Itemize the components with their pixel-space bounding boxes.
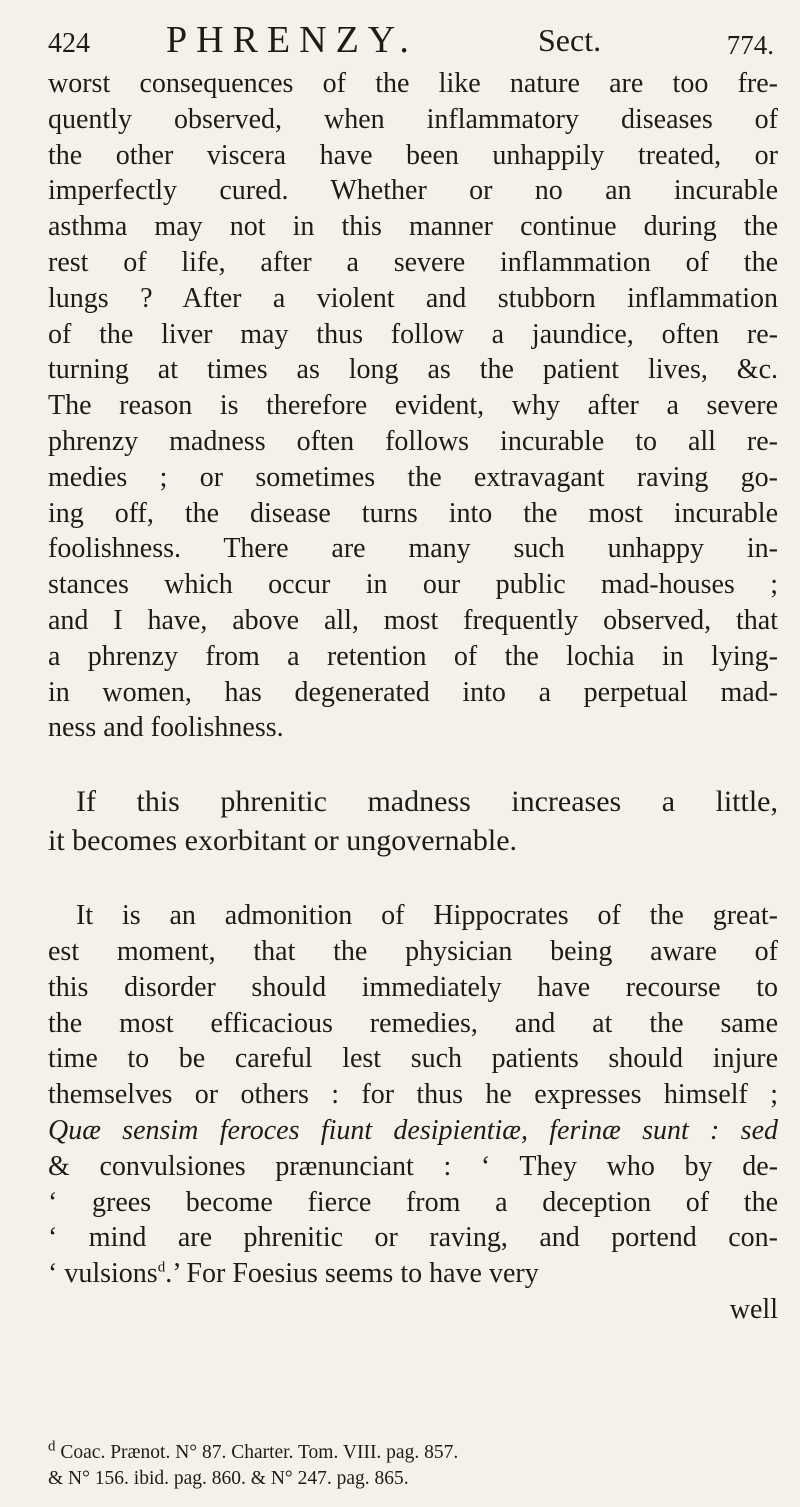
section-label: Sect. xyxy=(538,22,602,58)
text-line xyxy=(48,1256,778,1292)
catchword: well xyxy=(729,1293,778,1325)
text-line: foolishness. There are many such unhappy in- xyxy=(48,533,778,565)
paragraph-2 xyxy=(48,782,778,860)
footnote-reference: d xyxy=(157,1259,166,1276)
footnote-marker: d xyxy=(48,1438,56,1455)
text-line: medies ; or sometimes the extravagant raving go- xyxy=(48,461,778,493)
text-line: this disorder should immediately have recourse to xyxy=(48,971,778,1003)
chapter-title: PHRENZY. xyxy=(166,19,418,61)
text-line: ing off, the disease turns into the most incurable xyxy=(48,497,778,529)
text-line: imperfectly cured. Whether or no an incurable xyxy=(48,175,778,207)
footnote-line: & N° 156. ibid. pag. 860. & N° 247. pag. 865. xyxy=(48,1468,409,1489)
text-line: asthma may not in this manner continue during the xyxy=(48,211,778,243)
text-line: time to be careful lest such patients should injure xyxy=(48,1043,778,1075)
text-fragment: ‘ vulsions xyxy=(48,1258,158,1290)
text-line: in women, has degenerated into a perpetual mad- xyxy=(48,676,778,708)
text-line: ness and foolishness. xyxy=(48,712,284,744)
latin-quote-line: Quæ sensim feroces fiunt desipientiæ, ferinæ sunt : sed xyxy=(48,1114,778,1146)
paragraph-3 xyxy=(48,898,778,1328)
text-line: It is an admonition of Hippocrates of the great- xyxy=(76,900,778,932)
text-line: rest of life, after a severe inflammation of the xyxy=(48,246,778,278)
text-line: ‘ mind are phrenitic or raving, and portend con- xyxy=(48,1222,778,1254)
footnotes xyxy=(48,1440,778,1492)
text-line: quently observed, when inflammatory diseases of xyxy=(48,103,778,135)
text-line: stances which occur in our public mad-houses ; xyxy=(48,569,778,601)
running-head xyxy=(48,18,778,66)
text-line: the other viscera have been unhappily treated, or xyxy=(48,139,778,171)
text-line: & convulsiones prænunciant : ‘ They who by de- xyxy=(48,1150,778,1182)
text-line: The reason is therefore evident, why after a severe xyxy=(48,390,778,422)
footnote-text: Coac. Prænot. N° 87. Charter. Tom. VIII. pag. 857. xyxy=(60,1442,459,1463)
text-line: and I have, above all, most frequently observed, that xyxy=(48,604,778,636)
text-line: the most efficacious remedies, and at the same xyxy=(48,1007,778,1039)
text-line: est moment, that the physician being aware of xyxy=(48,935,778,967)
text-line: ‘ grees become fierce from a deception of the xyxy=(48,1186,778,1218)
footnote-line xyxy=(48,1440,778,1466)
text-line: it becomes exorbitant or ungovernable. xyxy=(48,824,518,858)
text-fragment: .’ For Foesius seems to have very xyxy=(165,1258,539,1290)
text-line: worst consequences of the like nature are too fre- xyxy=(48,68,778,99)
text-line: turning at times as long as the patient lives, &c. xyxy=(48,354,778,386)
text-line: If this phrenitic madness increases a little, xyxy=(76,785,778,819)
text-line: lungs ? After a violent and stubborn inflammation xyxy=(48,282,778,314)
text-line: of the liver may thus follow a jaundice, often re- xyxy=(48,318,778,350)
text-line: themselves or others : for thus he expresses himself ; xyxy=(48,1079,778,1111)
text-line: a phrenzy from a retention of the lochia in lying- xyxy=(48,640,778,672)
section-number: 774. xyxy=(726,30,774,60)
page-number: 424 xyxy=(48,28,90,59)
text-line: phrenzy madness often follows incurable to all re- xyxy=(48,425,778,457)
paragraph-1 xyxy=(48,66,778,746)
